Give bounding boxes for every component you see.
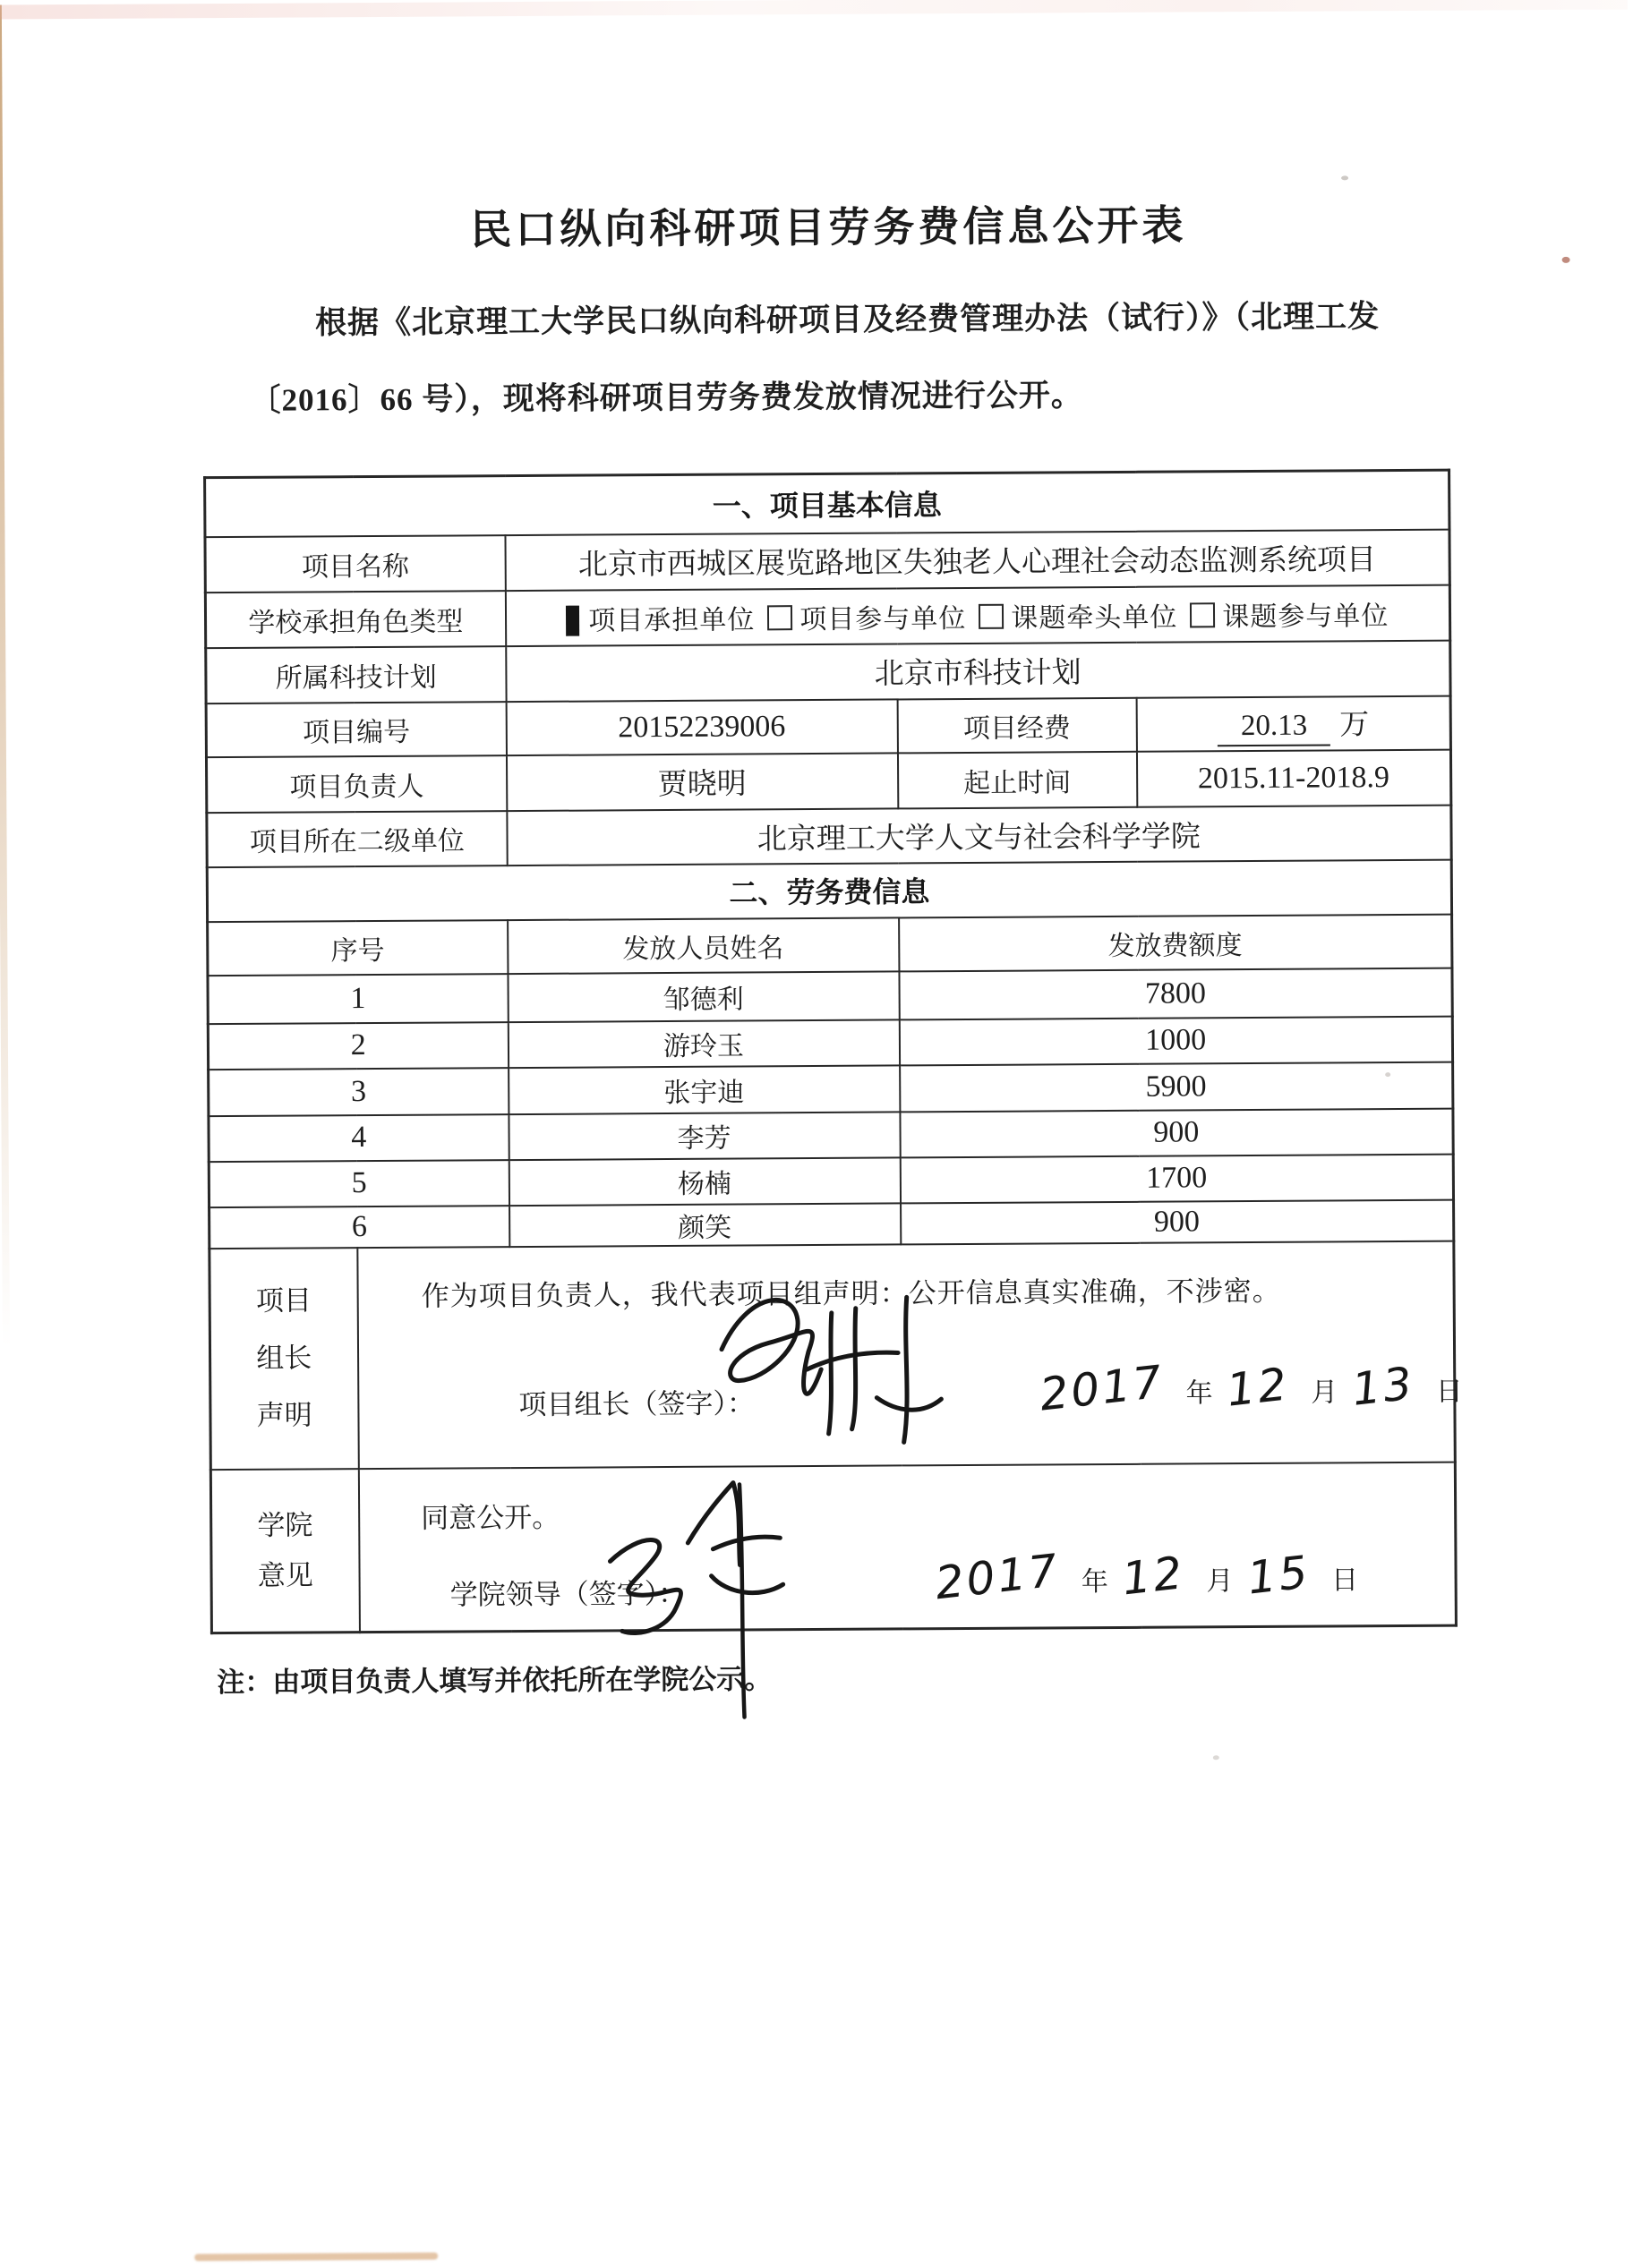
- scan-speck: [1213, 1755, 1219, 1760]
- row-amount: 1000: [899, 1016, 1452, 1065]
- section2-header: 二、劳务费信息: [207, 859, 1451, 921]
- year-suffix: 年: [1081, 1567, 1108, 1598]
- row-name: 邹德利: [508, 971, 899, 1022]
- footnote: 注：由项目负责人填写并依托所在学院公示。: [217, 1663, 773, 1699]
- opinion-sign-label: 学院领导（签字）：: [449, 1577, 687, 1611]
- day-suffix: 日: [1435, 1377, 1463, 1407]
- row-no: 4: [209, 1114, 509, 1162]
- declaration-statement: 作为项目负责人，我代表项目组声明：公开信息真实准确，不涉密。: [421, 1275, 1281, 1312]
- opinion-label-line: 学院: [257, 1509, 313, 1541]
- scan-speck: [1562, 257, 1570, 263]
- row-no: 2: [208, 1022, 508, 1070]
- row-no: 6: [209, 1206, 509, 1249]
- plan-label: 所属科技计划: [206, 646, 506, 703]
- row-amount: 900: [901, 1199, 1454, 1244]
- role-type-label: 学校承担角色类型: [205, 591, 505, 648]
- role-option-label: 课题参与单位: [1222, 601, 1389, 632]
- day-suffix: 日: [1331, 1565, 1359, 1596]
- col-header-amount: 发放费额度: [899, 914, 1452, 971]
- funding-unit: 万: [1339, 708, 1370, 741]
- document-title: 民口纵向科研项目劳务费信息公开表: [470, 201, 1187, 253]
- checkbox-unchecked-icon: [767, 605, 792, 630]
- opinion-label-cell: [210, 1469, 359, 1633]
- unit-label: 项目所在二级单位: [207, 811, 507, 867]
- role-option-label: 项目参与单位: [799, 603, 967, 635]
- declaration-date: [1037, 1355, 1477, 1421]
- labor-row: [209, 1108, 1453, 1161]
- funding-label: 项目经费: [897, 697, 1136, 753]
- intro-line-2: 〔2016〕66 号），现将科研项目劳务费发放情况进行公开。: [249, 378, 1083, 418]
- scan-smudge-bottom: [194, 2253, 438, 2262]
- role-option-label: 项目承担单位: [588, 604, 756, 636]
- funding-value-cell: [1136, 695, 1450, 751]
- row-name: 游玲玉: [508, 1019, 899, 1068]
- declaration-label-line: 项目: [255, 1284, 312, 1317]
- opinion-label-line: 意见: [257, 1559, 313, 1591]
- labor-row: [209, 1154, 1453, 1206]
- year-suffix: 年: [1185, 1378, 1213, 1409]
- checkbox-checked-icon: [566, 605, 579, 635]
- row-no: 5: [209, 1160, 509, 1207]
- leader-label: 项目负责人: [206, 755, 506, 813]
- opinion-date: [932, 1544, 1372, 1610]
- project-name-value: 北京市西城区展览路地区失独老人心理社会动态监测系统项目: [505, 529, 1449, 590]
- scan-speck: [1341, 175, 1348, 180]
- labor-row: [208, 968, 1452, 1023]
- declaration-label-line: 声明: [256, 1399, 312, 1431]
- handwritten-day: 13: [1349, 1357, 1417, 1416]
- handwritten-month: 12: [1224, 1358, 1293, 1417]
- duration-value: 2015.11-2018.9: [1136, 749, 1450, 806]
- row-name: 杨楠: [509, 1157, 900, 1206]
- opinion-statement: 同意公开。: [421, 1501, 560, 1534]
- handwritten-year: 2017: [1037, 1355, 1167, 1421]
- project-no-value: 20152239006: [506, 699, 897, 755]
- row-amount: 900: [900, 1108, 1453, 1157]
- scan-edge-top: [0, 0, 1628, 20]
- role-type-options: [505, 584, 1449, 645]
- col-header-no: 序号: [208, 920, 508, 976]
- unit-value: 北京理工大学人文与社会科学学院: [507, 805, 1451, 865]
- declaration-label-line: 组长: [256, 1342, 312, 1374]
- handwritten-year: 2017: [932, 1544, 1063, 1610]
- month-suffix: 月: [1311, 1377, 1338, 1408]
- handwritten-day: 15: [1244, 1546, 1313, 1605]
- project-no-label: 项目编号: [206, 702, 506, 757]
- checkbox-unchecked-icon: [979, 603, 1004, 628]
- leader-value: 贾晓明: [506, 753, 897, 811]
- declaration-label-cell: [209, 1248, 359, 1470]
- disclosure-form-table: [203, 469, 1458, 1634]
- project-name-label: 项目名称: [205, 535, 505, 593]
- declaration-sign-label: 项目组长（签字）：: [518, 1387, 756, 1421]
- funding-amount: 20.13: [1218, 709, 1330, 746]
- intro-line-1: 根据《北京理工大学民口纵向科研项目及经费管理办法（试行）》（北理工发: [314, 299, 1381, 341]
- row-name: 李芳: [509, 1112, 900, 1160]
- col-header-name: 发放人员姓名: [508, 917, 899, 974]
- row-amount: 7800: [899, 968, 1452, 1019]
- labor-row: [208, 1016, 1452, 1069]
- checkbox-unchecked-icon: [1190, 602, 1215, 627]
- row-amount: 5900: [900, 1062, 1453, 1112]
- plan-value: 北京市科技计划: [506, 640, 1450, 701]
- section1-header: 一、项目基本信息: [205, 470, 1449, 536]
- duration-label: 起止时间: [897, 751, 1136, 808]
- row-no: 1: [208, 974, 508, 1024]
- row-name: 颜笑: [509, 1203, 901, 1247]
- project-leader-signature: [671, 1263, 968, 1457]
- role-option-label: 课题牵头单位: [1011, 602, 1178, 634]
- row-no: 3: [209, 1068, 509, 1116]
- labor-row: [209, 1062, 1453, 1115]
- handwritten-month: 12: [1119, 1547, 1188, 1606]
- month-suffix: 月: [1206, 1566, 1234, 1597]
- row-name: 张宇迪: [509, 1065, 900, 1114]
- row-amount: 1700: [900, 1154, 1453, 1203]
